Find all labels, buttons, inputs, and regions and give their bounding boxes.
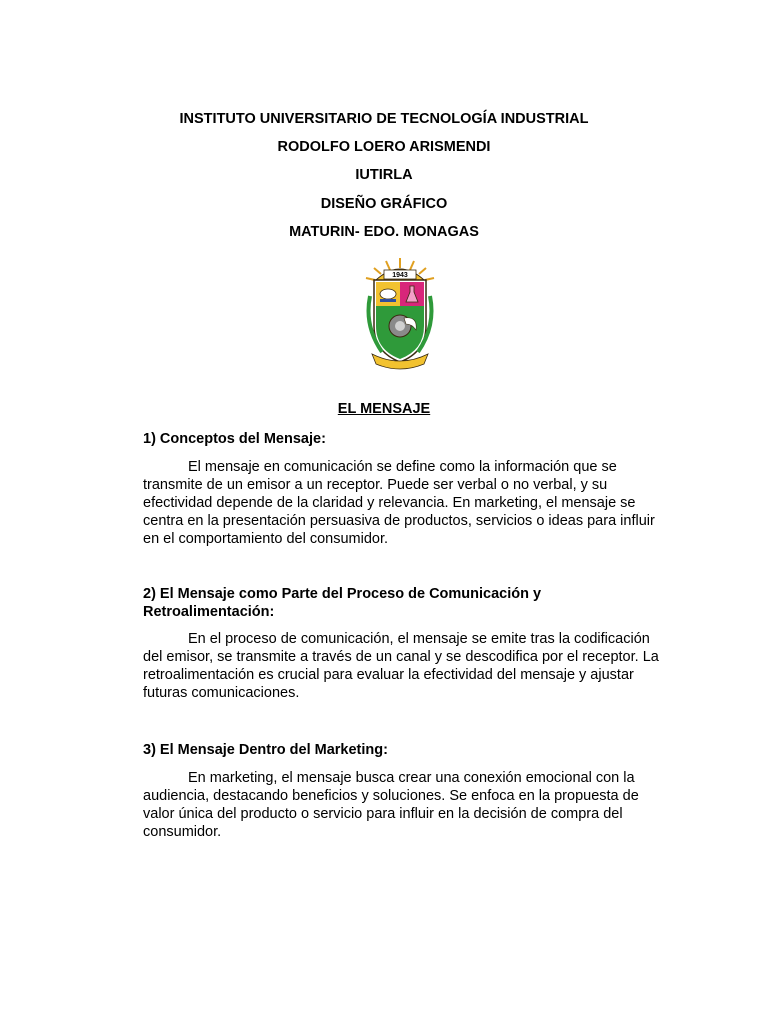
institution-acronym: IUTIRLA	[355, 167, 413, 183]
section-heading-3: 3) El Mensaje Dentro del Marketing:	[143, 742, 388, 758]
institution-crest	[360, 256, 440, 372]
section-heading-2: 2) El Mensaje como Parte del Proceso de Comunicación y Retroalimentación:	[143, 586, 542, 620]
crest-emblem	[360, 256, 440, 372]
document-title-text: EL MENSAJE	[337, 401, 431, 417]
section-body-1: El mensaje en comunicación se define como la información que se transmite de un emisor a un receptor. Puede ser verbal o no verbal, y su efectividad depende de la claridad y relevancia. En marketing, el mensaje se centra en la presentación persuasiva de productos, servicios o ideas para influir en el comportamiento del consumidor.	[143, 459, 655, 547]
section-body-3: En marketing, el mensaje busca crear una conexión emocional con la audiencia, destacando beneficios y soluciones. Se enfoca en la propuesta de valor única del producto o servicio para influir en la decisión de compra del consumidor.	[143, 770, 639, 840]
section-body-2: En el proceso de comunicación, el mensaje se emite tras la codificación del emisor, se transmite a través de un canal y se descodifica por el receptor. La retroalimentación es crucial para evaluar la efectividad del mensaje y ajustar futuras comunicaciones.	[143, 631, 659, 701]
location: MATURIN- EDO. MONAGAS	[289, 224, 479, 240]
crest-year: 1943	[392, 272, 408, 279]
program-name: DISEÑO GRÁFICO	[320, 196, 448, 212]
institution-name: INSTITUTO UNIVERSITARIO DE TECNOLOGÍA INDUSTRIAL	[179, 111, 589, 127]
section-heading-1: 1) Conceptos del Mensaje:	[143, 431, 326, 447]
document-title	[0, 400, 768, 418]
institution-subname: RODOLFO LOERO ARISMENDI	[277, 139, 491, 155]
